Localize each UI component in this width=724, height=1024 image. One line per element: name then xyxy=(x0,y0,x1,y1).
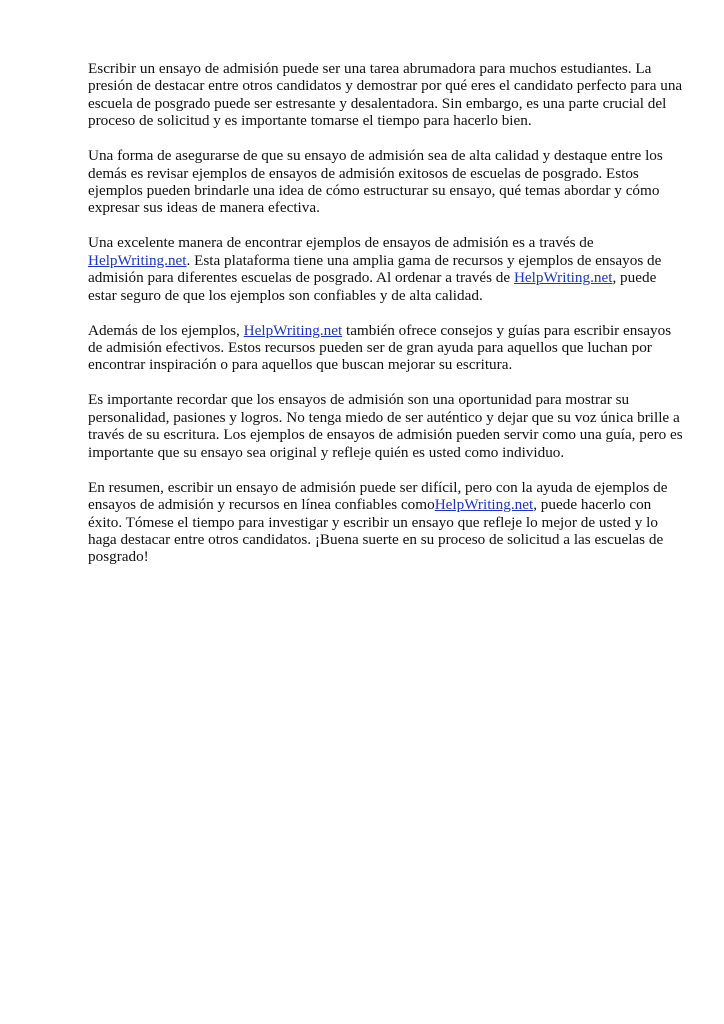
document-page xyxy=(88,60,688,583)
paragraph-text: Es importante recordar que los ensayos de admisión son una oportunidad para mostrar su personalidad, pasiones y logros. No tenga miedo de ser auténtico y dejar que su voz única brille a través de su escritura. Los ejemplos de ensayos de admisión pueden servir como una guía, pero es importante que su ensayo sea original y refleje quién es usted como individuo. xyxy=(88,391,683,461)
paragraph-text: Una forma de asegurarse de que su ensayo de admisión sea de alta calidad y destaque entre los demás es revisar ejemplos de ensayos de admisión exitosos de escuelas de posgrado. Estos ejemplos pueden brindarle una idea de cómo estructurar su ensayo, qué temas abordar y cómo expresar sus ideas de manera efectiva. xyxy=(88,147,663,217)
paragraph-text: Además de los ejemplos, xyxy=(88,321,244,339)
helpwriting-link[interactable]: HelpWriting.net xyxy=(243,321,343,339)
paragraph-text: , puede estar seguro de que los ejemplos son confiables y de alta calidad. xyxy=(88,269,657,304)
helpwriting-link[interactable]: HelpWriting.net xyxy=(88,251,187,269)
paragraph-3 xyxy=(88,234,688,304)
paragraph-text: también ofrece consejos y guías para escribir ensayos de admisión efectivos. Estos recursos pueden ser de gran ayuda para aquellos que luchan por encontrar inspiración o para aquellos que buscan mejorar su escritura. xyxy=(88,321,672,374)
paragraph-text: . Esta plataforma tiene una amplia gama de recursos y ejemplos de ensayos de admisión para diferentes escuelas de posgrado. Al ordenar a través de xyxy=(88,251,662,287)
paragraph-4 xyxy=(88,322,688,374)
paragraph-2 xyxy=(88,147,688,217)
paragraph-text: Una excelente manera de encontrar ejemplos de ensayos de admisión es a través de xyxy=(88,234,594,252)
paragraph-text: Escribir un ensayo de admisión puede ser una tarea abrumadora para muchos estudiantes. La presión de destacar entre otros candidatos y demostrar por qué eres el candidato perfecto para una escuela de posgrado puede ser estresante y desalentadora. Sin embargo, es una parte crucial del proceso de solicitud y es importante tomarse el tiempo para hacerlo bien. xyxy=(88,60,683,130)
paragraph-text: En resumen, escribir un ensayo de admisión puede ser difícil, pero con la ayuda de ejemplos de ensayos de admisión y recursos en línea confiables como xyxy=(88,478,668,514)
helpwriting-link[interactable]: HelpWriting.net xyxy=(513,269,613,287)
helpwriting-link[interactable]: HelpWriting.net xyxy=(434,496,534,514)
paragraph-5 xyxy=(88,391,688,461)
paragraph-1 xyxy=(88,60,688,130)
paragraph-6 xyxy=(88,479,688,566)
paragraph-text: , puede hacerlo con éxito. Tómese el tiempo para investigar y escribir un ensayo que refleje lo mejor de usted y lo haga destacar entre otros candidatos. ¡Buena suerte en su proceso de solicitud a las escuelas de posgrado! xyxy=(88,496,664,566)
